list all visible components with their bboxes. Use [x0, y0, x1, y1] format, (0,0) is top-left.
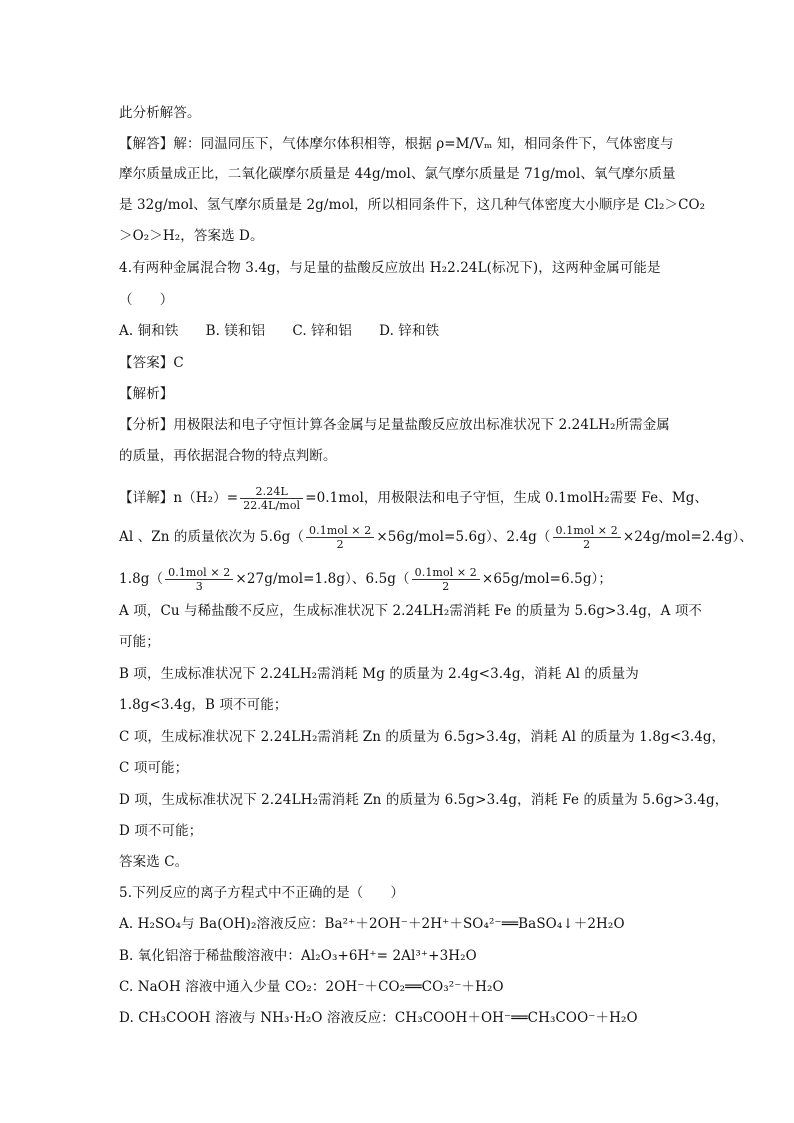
question-5-stem: 5.下列反应的离子方程式中不正确的是（ ）: [119, 885, 405, 901]
text-line: C 项可能；: [119, 760, 189, 776]
option-d: D. CH₃COOH 溶液与 NH₃·H₂O 溶液反应：CH₃COOH＋OH⁻══CH₃COO⁻＋H₂O: [119, 1010, 638, 1026]
text-line: 的质量，再依据混合物的特点判断。: [119, 448, 337, 464]
detail-text: =0.1mol，用极限法和电子守恒，生成 0.1molH₂需要 Fe、Mg、: [305, 490, 709, 506]
fraction-numerator: 2.24L: [240, 485, 303, 499]
text-line: 答案选 C。: [119, 854, 189, 870]
fraction-denominator: 2: [583, 538, 591, 551]
fraction-denominator: 2: [336, 538, 344, 551]
text-line: D 项，生成标准状况下 2.24LH₂需消耗 Zn 的质量为 6.5g>3.4g，消耗 Fe 的质量为 5.6g>3.4g，: [119, 792, 729, 808]
answer-bracket: （ ）: [119, 292, 174, 308]
fraction-denominator: 2: [442, 580, 450, 593]
text-line: 是 32g/mol、氢气摩尔质量是 2g/mol，所以相同条件下，这几种气体密度大小顺序是 Cl₂＞CO₂: [119, 197, 706, 213]
detail-text: Al 、Zn 的质量依次为 5.6g（: [119, 529, 305, 545]
question-4-options: A. 铜和铁 B. 镁和铝 C. 锌和铝 D. 锌和铁: [119, 323, 440, 339]
detail-text: 【详解】n（H₂）=: [119, 490, 239, 506]
detail-line-1: [119, 485, 708, 512]
text-line: 此分析解答。: [119, 105, 201, 121]
text-line: 【解答】解：同温同压下，气体摩尔体积相等，根据 ρ=M/Vₘ 知，相同条件下，气体密度与: [119, 136, 674, 152]
detail-text: 1.8g（: [119, 571, 164, 587]
answer-label: 【答案】C: [119, 355, 184, 371]
question-4-stem: 4.有两种金属混合物 3.4g，与足量的盐酸反应放出 H₂2.24L(标况下)，这两种金属可能是: [119, 260, 661, 276]
detail-line-2: [119, 524, 753, 551]
text-line: B 项，生成标准状况下 2.24LH₂需消耗 Mg 的质量为 2.4g<3.4g，消耗 Al 的质量为: [119, 666, 639, 682]
fraction-numerator: 0.1mol × 2: [553, 524, 621, 538]
fraction-numerator: 0.1mol × 2: [306, 524, 374, 538]
option-c: C. NaOH 溶液中通入少量 CO₂：2OH⁻＋CO₂══CO₃²⁻＋H₂O: [119, 979, 504, 995]
detail-text: ×56g/mol=5.6g）、2.4g（: [376, 529, 551, 545]
fraction-numerator: 0.1mol × 2: [165, 566, 233, 580]
text-line: 1.8g<3.4g，B 项不可能；: [119, 697, 288, 713]
text-line: 摩尔质量成正比，二氧化碳摩尔质量是 44g/mol、氯气摩尔质量是 71g/mol、氧气摩尔质量: [119, 166, 676, 182]
option-a: A. H₂SO₄与 Ba(OH)₂溶液反应：Ba²⁺＋2OH⁻＋2H⁺＋SO₄²⁻══BaSO₄↓＋2H₂O: [119, 916, 625, 932]
detail-text: ×27g/mol=1.8g）、6.5g（: [235, 571, 410, 587]
text-line: 【分析】用极限法和电子守恒计算各金属与足量盐酸反应放出标准状况下 2.24LH₂所需金属: [119, 417, 670, 433]
text-line: D 项不可能；: [119, 823, 203, 839]
fraction: [412, 566, 480, 593]
text-line: ＞O₂＞H₂，答案选 D。: [119, 228, 264, 244]
text-line: A 项，Cu 与稀盐酸不反应，生成标准状况下 2.24LH₂需消耗 Fe 的质量为 5.6g>3.4g，A 项不: [119, 603, 703, 619]
detail-line-3: [119, 566, 612, 593]
fraction-numerator: 0.1mol × 2: [412, 566, 480, 580]
analysis-heading: 【解析】: [119, 386, 174, 402]
detail-text: ×65g/mol=6.5g）；: [481, 571, 613, 587]
fraction-denominator: 22.4L/mol: [243, 499, 301, 512]
fraction: [165, 566, 233, 593]
detail-text: ×24g/mol=2.4g）、: [622, 529, 753, 545]
fraction: [240, 485, 303, 512]
fraction: [553, 524, 621, 551]
fraction-denominator: 3: [195, 580, 203, 593]
fraction: [306, 524, 374, 551]
text-line: C 项，生成标准状况下 2.24LH₂需消耗 Zn 的质量为 6.5g>3.4g，消耗 Al 的质量为 1.8g<3.4g，: [119, 729, 726, 745]
option-b: B. 氧化铝溶于稀盐酸溶液中：Al₂O₃+6H⁺= 2Al³⁺+3H₂O: [119, 948, 477, 964]
text-line: 可能；: [119, 634, 160, 650]
